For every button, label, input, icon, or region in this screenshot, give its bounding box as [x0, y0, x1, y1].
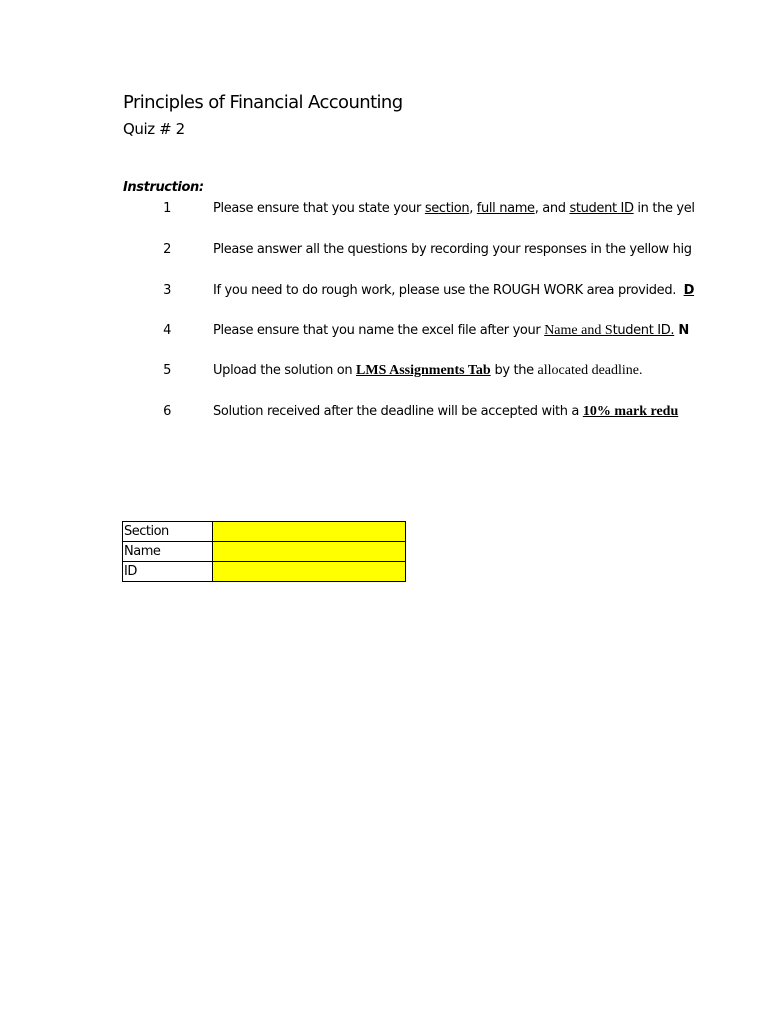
instruction-text-part: Upload the solution on: [213, 363, 357, 378]
instruction-text-part: by the: [490, 363, 538, 378]
underlined-name-student-id: tudent ID.: [612, 323, 675, 338]
instruction-item: [0, 242, 692, 262]
table-row: [123, 542, 406, 562]
instruction-text-part: in the yel: [633, 201, 695, 216]
instruction-text: [213, 201, 695, 216]
id-field[interactable]: [213, 562, 406, 582]
id-label: ID: [123, 562, 213, 582]
table-row: [123, 562, 406, 582]
lms-assignments-tab: LMS Assignments Tab: [356, 363, 491, 378]
instruction-text: [213, 404, 678, 420]
document-title: Principles of Financial Accounting: [123, 92, 403, 113]
instruction-text: [213, 363, 643, 379]
instruction-text: [213, 323, 689, 339]
instruction-number: 1: [163, 201, 171, 216]
instruction-text-part: ,: [469, 201, 477, 216]
instruction-number: 3: [163, 283, 171, 298]
instruction-item: [0, 363, 687, 383]
instruction-number: 2: [163, 242, 171, 257]
instruction-text-part: allocated deadline.: [537, 363, 643, 378]
table-row: [123, 522, 406, 542]
instruction-number: 6: [163, 404, 171, 419]
student-info-table: [122, 521, 406, 582]
instruction-text-part: N: [674, 323, 689, 338]
instruction-heading: Instruction:: [123, 180, 204, 195]
name-field[interactable]: [213, 542, 406, 562]
instruction-item: [0, 323, 687, 343]
underlined-full-name: full name: [476, 201, 535, 216]
instruction-text: [213, 242, 692, 257]
instruction-text-part: Please answer all the questions by recording your responses in the yellow hig: [213, 242, 692, 257]
instruction-number: 4: [163, 323, 171, 338]
instruction-text-part: Please ensure that you name the excel file after your: [213, 323, 545, 338]
instruction-item: [0, 283, 695, 303]
instruction-item: [0, 201, 695, 221]
instruction-item: [0, 404, 687, 424]
instruction-text-part: Solution received after the deadline will be accepted with a: [213, 404, 583, 419]
name-label: Name: [123, 542, 213, 562]
instruction-text-part: D: [683, 283, 695, 298]
section-field[interactable]: [213, 522, 406, 542]
late-penalty: 10% mark redu: [582, 404, 679, 419]
instruction-text: [213, 283, 694, 298]
underlined-student-id: student ID: [569, 201, 634, 216]
instruction-text-part: Please ensure that you state your: [213, 201, 425, 216]
underlined-section: section: [424, 201, 470, 216]
underlined-name-student-id: Name and S: [544, 323, 613, 338]
instruction-number: 5: [163, 363, 171, 378]
instruction-text-part: If you need to do rough work, please use the ROUGH WORK area provided.: [213, 283, 684, 298]
section-label: Section: [123, 522, 213, 542]
quiz-number: Quiz # 2: [123, 120, 185, 138]
instruction-text-part: , and: [534, 201, 570, 216]
